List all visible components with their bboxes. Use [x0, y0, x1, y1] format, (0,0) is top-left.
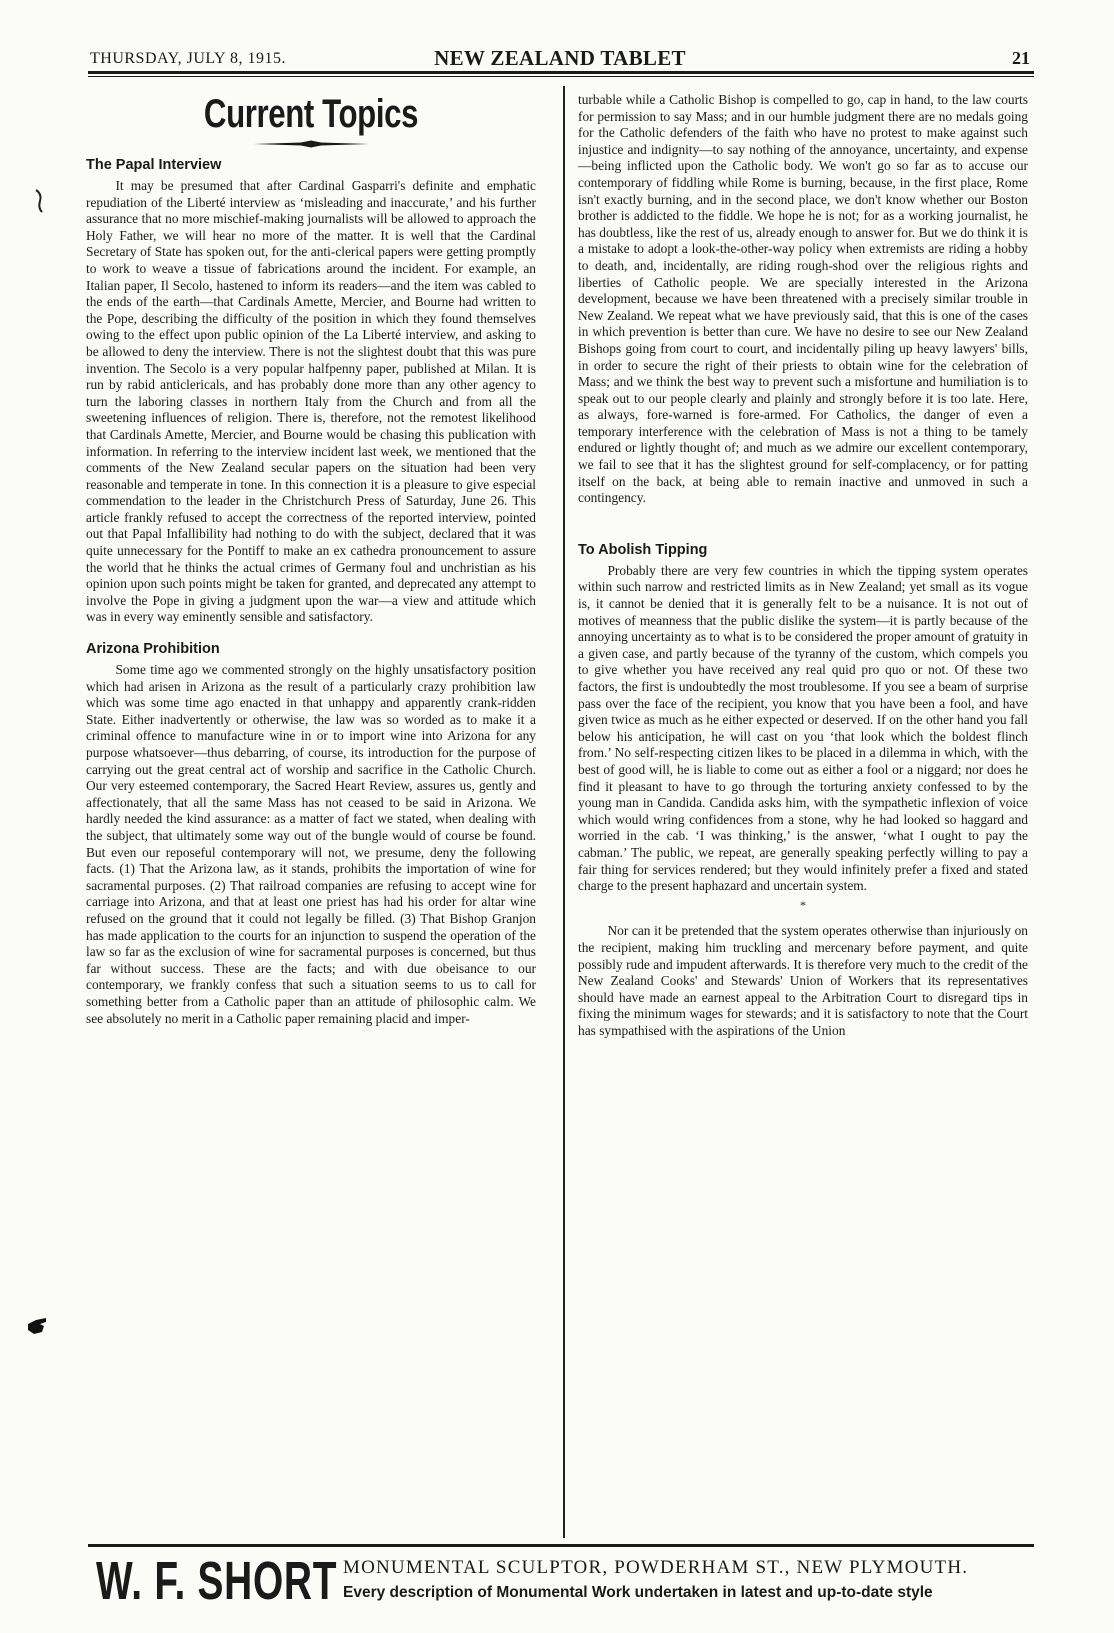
article-paragraph: Some time ago we commented strongly on the highly unsatisfactory position which had arisen in Arizona as the result of a particularly crazy prohibition law which was some time ago enacted in that unhappy and apparently crank-ridden State. Either inadvertently or otherwise, the law was so worded as to make it a criminal offence to manufacture wine in or to import wine into Arizona for any purpose whatsoever—thus debarring, of course, its introduction for the purpose of carrying out the great central act of worship and sacrifice in the Catholic Church. Our very esteemed contemporary, the Sacred Heart Review, assures us, gently and affectionately, that all the same Mass has not ceased to be said in Arizona. We hardly needed the kind assurance: as a matter of fact we stated, when dealing with the subject, that ultimately some way out of the bungle would of course be found. But even our reposeful contemporary will not, we presume, deny the following facts. (1) That the Arizona law, as it stands, prohibits the importation of wine for sacramental purposes. (2) That railroad companies are refusing to accept wine for carriage into Arizona, and that at least one priest has had his order for altar wine refused on the ground that it could not legally be filled. (3) That Bishop Granjon has made application to the courts for an injunction to suspend the operation of the law so far as the exclusion of wine for sacramental purposes is concerned, but thus far without success. These are the facts; and with due obeisance to our contemporary, we frankly confess that such a situation seems to us to call for something better from a Catholic paper than an attitude of philosophic calm. We see absolutely no merit in a Catholic paper remaining placid and imper- — [86, 662, 536, 1026]
section-title: Current Topics — [203, 92, 419, 136]
article-paragraph: Probably there are very few countries in which the tipping system operates within such narrow and restricted limits as in New Zealand; yet small as its vogue is, it cannot be denied that it is generally felt to be a nuisance. It is not out of motives of meanness that the public dislike the system—it is partly because of the annoying uncertainty as to what is to be considered the proper amount of gratuity in a given case, and partly because of the tyranny of the custom, which compels you to give whether you have received any real quid pro quo or not. Of these two factors, the first is undoubtedly the most troublesome. If you see a beam of surprise pass over the face of the recipient, you know that you have been a fool, and have given twice as much as he either expected or deserved. If on the other hand you fall below his anticipation, he will cast on you ‘that look which the boldest flinch from.’ No self-respecting citizen likes to be placed in a dilemma in which, with the best of good will, he is liable to come out as either a fool or a niggard; nor does he find it pleasant to have to go through the torturing anxiety confessed to by the young man in Candida. Candida asks him, with the sympathetic inflexion of voice which would wring confidences from a stone, why he had looked so haggard and worried in the cab. ‘I was thinking,’ is the answer, ‘what I ought to pay the cabman.’ The public, we repeat, are generally speaking perfectly willing to pay a fair thing for services rendered; but they would infinitely prefer a fixed and stated charge to the present haphazard and uncertain system. — [578, 562, 1028, 894]
section-separator: * — [800, 897, 806, 912]
header-rule-thin — [88, 76, 1034, 77]
article-heading: The Papal Interview — [86, 157, 222, 173]
advertiser-tagline: Every description of Monumental Work undertaken in latest and up-to-date style — [343, 1584, 933, 1601]
article-paragraph: turbable while a Catholic Bishop is compelled to go, cap in hand, to the law courts for permission to say Mass; and in our humble judgment there are no medals going for the Catholic defenders of the faith who have no protest to make against such injustice and indignity—to say nothing of the annoyance, uncertainty, and expense—being inflicted upon the Catholic body. We won't go so far as to accuse our contemporary of fiddling while Rome is burning, because, in the first place, Rome isn't exactly burning, and in the second place, we don't know whether our Boston brother is addicted to the fiddle. We hope he is not; for as a working journalist, he has doubtless, like the rest of us, already enough to answer for. But we do think it is a mistake to adopt a look-the-other-way policy when extremists are riding a hobby to death, and, incidentally, are riding rough-shod over the religious rights and liberties of Catholic people. We are specially interested in the Arizona development, because we have been threatened with a precisely similar trouble in New Zealand. We repeat what we have previously said, that this is one of the cases in which prevention is better than cure. We have no desire to see our New Zealand Bishops going from court to court, and incidentally piling up heavy lawyers' bills, in order to secure the right of their priests to obtain wine for the celebration of Mass; and we think the best way to prevent such a misfortune and humiliation is to speak out to our people clearly and plainly and strongly before it is too late. Here, as always, fore-warned is fore-armed. For Catholics, the danger of even a temporary interference with the celebration of Mass is not a thing to be tamely endured or lightly thought of; and much as we admire our excellent contemporary, we fail to see that it has the slightest ground for self-complacency, or for patting itself on the back, at being able to remain inactive and unmoved in such a contingency. — [578, 92, 1028, 506]
issue-date: THURSDAY, JULY 8, 1915. — [90, 50, 286, 67]
advertiser-address: MONUMENTAL SCULPTOR, POWDERHAM ST., NEW PLYMOUTH. — [343, 1557, 969, 1578]
pointing-hand-icon — [26, 1316, 48, 1336]
left-column — [86, 92, 536, 1532]
title-ornament-icon — [251, 140, 371, 148]
article-paragraph: Nor can it be pretended that the system operates otherwise than injuriously on the recipient, making him truckling and mercenary before payment, and quite possibly rude and impudent afterwards. It is therefore very much to the credit of the New Zealand Cooks' and Stewards' Union of Workers that its representatives should have made an earnest appeal to the Arbitration Court to disregard tips in fixing the minimum wages for stewards; and it is satisfactory to note that the Court has sympathised with the aspirations of the Union — [578, 923, 1028, 1038]
article-paragraph: It may be presumed that after Cardinal Gasparri's definite and emphatic repudiation of the Liberté interview as ‘misleading and inaccurate,’ and his further assurance that no more mischief-making journalists will be allowed to approach the Holy Father, we will hear no more of the matter. It is well that the Cardinal Secretary of State has spoken out, for the anti-clerical papers were getting promptly to work to weave a tissue of fabrications around the incident. For example, an Italian paper, Il Secolo, hastened to inform its readers—and the item was cabled to the ends of the earth—that Cardinals Amette, Mercier, and Bourne had written to the Pope, describing the difficulty of the position in which they found themselves owing to the effect upon public opinion of the La Liberté interview, and asking to be allowed to deny the interview. There is not the slightest doubt that this was pure invention. The Secolo is a very popular halfpenny paper, published at Milan. It is run by rabid anticlericals, and has probably done more than any other agency to turn the laboring classes in northern Italy from the Church and from all the sweetening influences of religion. There is, therefore, not the remotest likelihood that Cardinals Amette, Mercier, and Bourne would be chasing this publication with information. In referring to the interview incident last week, we mentioned that the comments of the New Zealand secular papers on the situation had been very reasonable and temperate in tone. In this connection it is a pleasure to give especial commendation to the leader in the Christchurch Press of Saturday, June 26. This article frankly refused to accept the correctness of the reported interview, pointed out that Papal Infallibility had nothing to do with the subject, declared that it was quite unnecessary for the Pontiff to make an ex cathedra pronouncement to assure the world that he thinks the actual crimes of Germany foul and unchristian as his opinion upon such points might be taken for granted, and deprecated any attempt to involve the Pope in giving a judgment upon the war—a view and attitude which was in every way eminently sensible and satisfactory. — [86, 178, 536, 625]
article-heading: Arizona Prohibition — [86, 641, 220, 658]
running-head — [90, 46, 1030, 72]
margin-bracket-icon — [34, 188, 44, 214]
advertiser-name: W. F. SHORT — [96, 1551, 338, 1611]
article-arizona-prohibition — [86, 640, 536, 1027]
article-heading: To Abolish Tipping — [578, 541, 708, 558]
right-column — [578, 92, 1028, 1532]
column-divider — [563, 86, 565, 1538]
publication-name: NEW ZEALAND TABLET — [434, 46, 686, 70]
page-number: 21 — [1012, 48, 1030, 68]
article-abolish-tipping — [578, 541, 1028, 1040]
footer-rule — [88, 1544, 1034, 1547]
header-rule-thick — [88, 71, 1034, 74]
article-papal-interview — [86, 156, 536, 626]
article-arizona-continued — [578, 92, 1028, 507]
